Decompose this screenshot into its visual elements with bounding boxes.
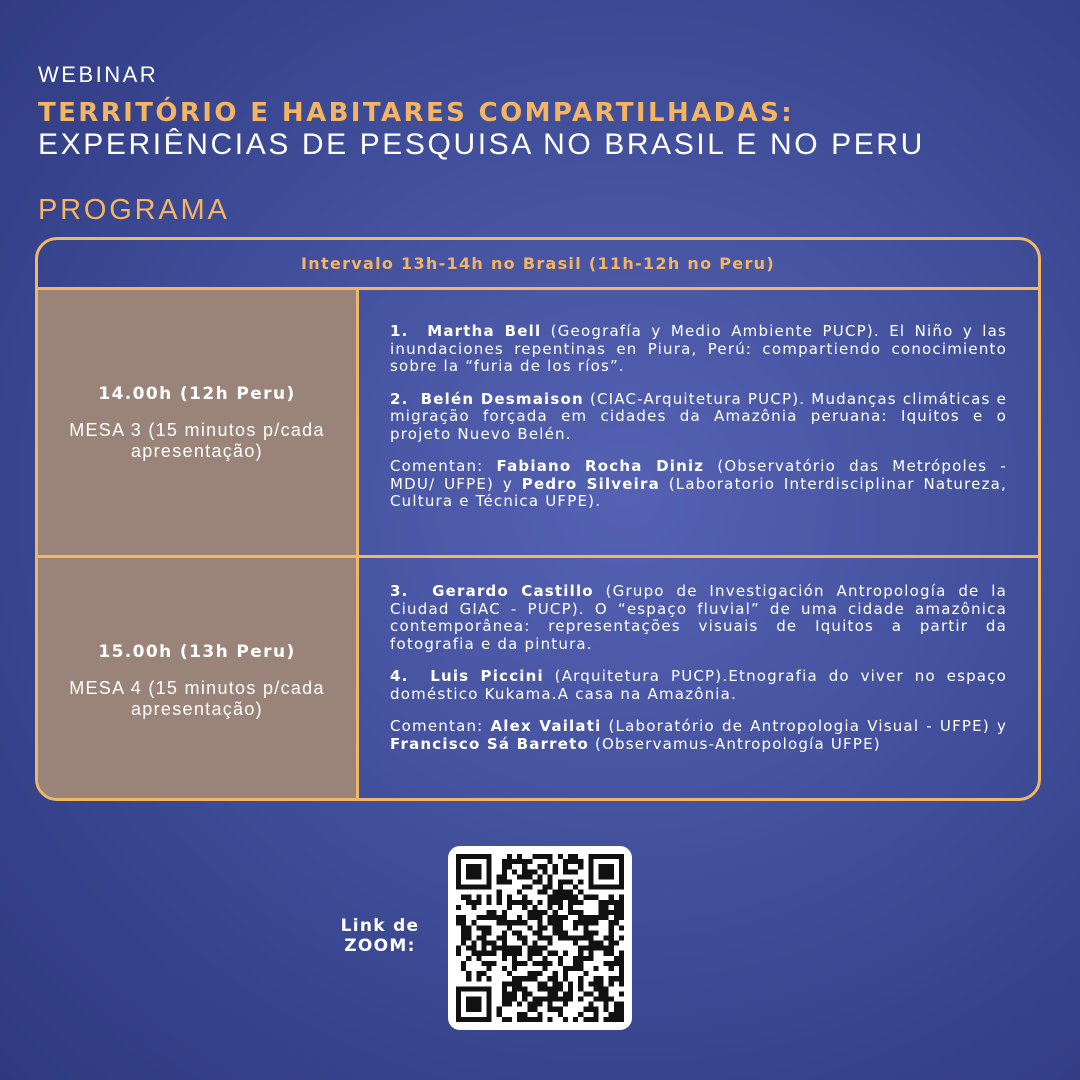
talk-speaker: Belén Desmaison: [420, 389, 584, 408]
talk-description: (Arquitetura PUCP).Etnografia do viver no espaço doméstico Kukama.A casa na Amazônia.: [390, 667, 1008, 703]
schedule-table: [35, 237, 1041, 801]
comments-prefix: Comentan:: [390, 717, 484, 735]
mesa-label: MESA 4 (15 minutos p/cada apresentação): [69, 678, 325, 719]
commentator-affiliation: (Observamus-Antropología UFPE): [594, 734, 881, 753]
session-content: [359, 558, 1038, 801]
talk-item: [390, 323, 1007, 376]
talk-number: 1.: [390, 322, 409, 340]
title-line-1: TERRITÓRIO E HABITARES COMPARTILHADAS:: [38, 98, 795, 128]
mesa-label: MESA 3 (15 minutos p/cada apresentação): [69, 419, 325, 461]
interval-header: Intervalo 13h-14h no Brasil (11h-12h no Peru): [38, 240, 1038, 290]
talk-speaker: Gerardo Castillo: [432, 582, 594, 600]
qr-code-icon[interactable]: [456, 854, 624, 1022]
comments: [390, 718, 1007, 753]
commentator-affiliation: (Laboratório de Antropologia Visual - UFPE) y: [608, 717, 1008, 735]
talk-description: (Grupo de Investigación Antropología de la Ciudad GIAC - PUCP). O “espaço fluvial” de uma cidade amazônica contemporânea: representações visuais de Iquitos a partir da fotografia e da pintura.: [390, 582, 1008, 653]
talk-speaker: Luis Piccini: [430, 667, 544, 685]
talk-description: (CIAC-Arquitetura PUCP). Mudanças climáticas e migração forçada em cidades da Amazônia peruana: Iquitos e o projeto Nuevo Belén.: [390, 389, 1008, 443]
talk-number: 3.: [390, 582, 409, 600]
session-row: [38, 558, 1038, 801]
zoom-link-label: Link de ZOOM:: [340, 916, 420, 956]
talk-number: 2.: [390, 389, 409, 408]
program-heading: PROGRAMA: [38, 194, 230, 226]
commentator-name: Fabiano Rocha Diniz: [496, 457, 705, 475]
comments-prefix: Comentan:: [390, 457, 484, 475]
talk-description: (Geografía y Medio Ambiente PUCP). El Niño y las inundaciones repentinas en Piura, Perú: compartiendo conocimiento sobre la “furia de los ríos”.: [390, 322, 1008, 375]
comments: [390, 458, 1007, 511]
talk-speaker: Martha Bell: [427, 322, 542, 340]
commentator-affiliation: (Laboratorio Interdisciplinar Natureza, Cultura e Técnica UFPE).: [390, 474, 1008, 510]
session-time: 15.00h (13h Peru): [98, 642, 296, 662]
session-row: [38, 290, 1038, 558]
commentator-name: Francisco Sá Barreto: [390, 734, 590, 753]
talk-number: 4.: [390, 667, 409, 685]
talk-item: [390, 391, 1007, 444]
commentator-name: Pedro Silveira: [521, 474, 660, 493]
session-time-cell: [38, 558, 359, 801]
webinar-kicker: WEBINAR: [38, 62, 159, 87]
session-content: [359, 290, 1038, 555]
zoom-qr-code[interactable]: [448, 846, 632, 1030]
talk-item: [390, 583, 1007, 653]
talk-item: [390, 668, 1007, 703]
commentator-affiliation: (Observatório das Metrópoles - MDU/ UFPE) y: [390, 457, 1007, 493]
title-line-2: EXPERIÊNCIAS DE PESQUISA NO BRASIL E NO PERU: [38, 128, 925, 161]
session-time: 14.00h (12h Peru): [98, 383, 296, 404]
session-time-cell: [38, 290, 359, 555]
commentator-name: Alex Vailati: [490, 717, 602, 735]
